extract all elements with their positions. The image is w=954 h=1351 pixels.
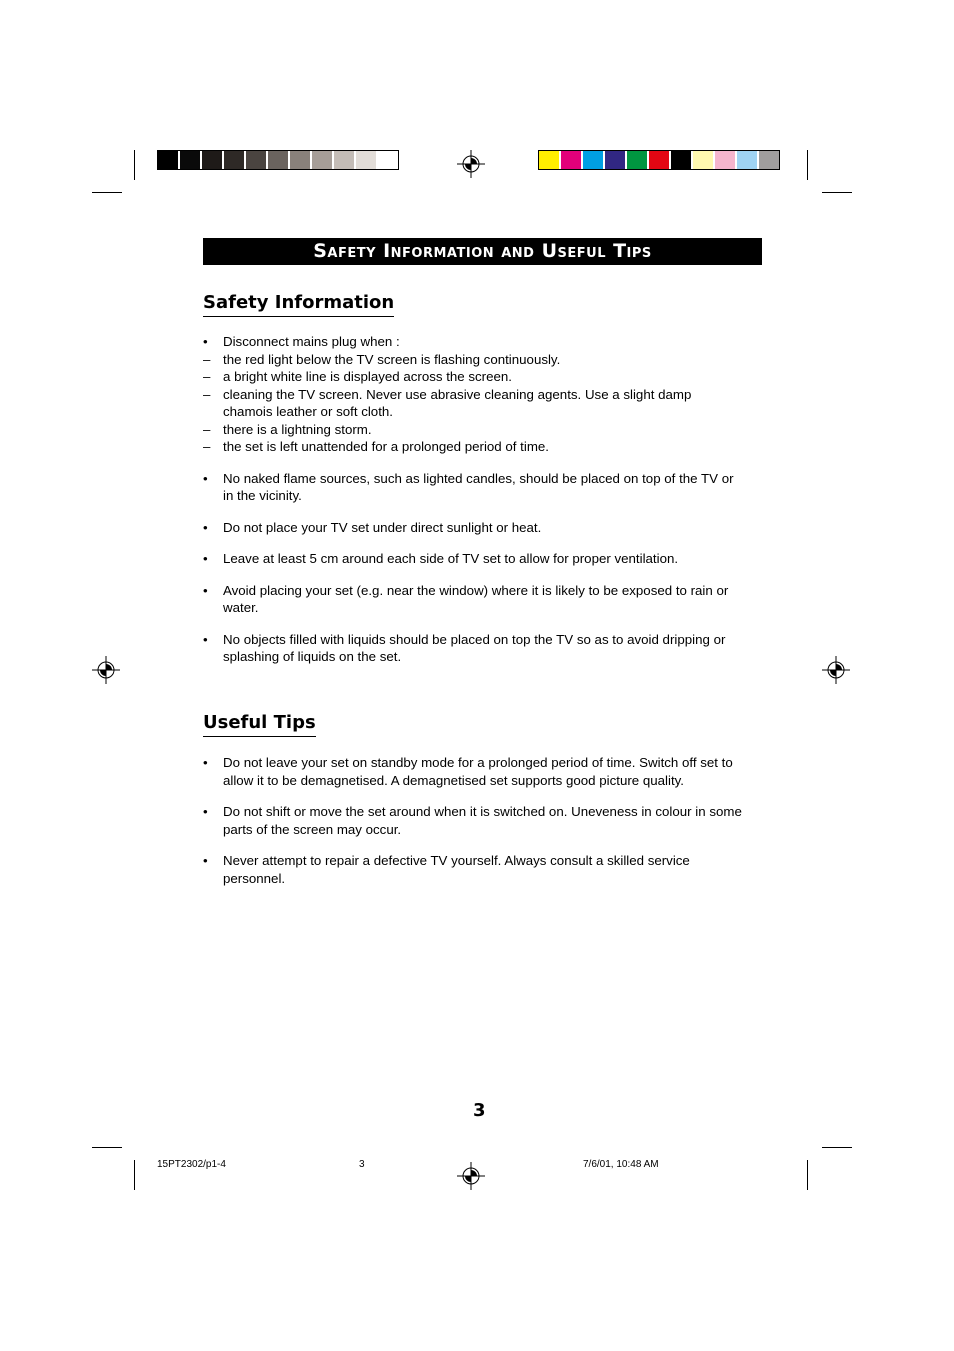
list-item <box>203 803 743 838</box>
crop-mark <box>807 150 808 180</box>
safety-list <box>203 333 743 666</box>
color-swatch <box>158 151 180 169</box>
sub-list-item <box>203 368 743 386</box>
registration-mark-icon <box>822 656 850 684</box>
sub-list-item <box>203 351 743 369</box>
footer-timestamp: 7/6/01, 10:48 AM <box>583 1159 659 1170</box>
bullet-mark: • <box>203 334 208 349</box>
list-item-text: No naked flame sources, such as lighted candles, should be placed on top of the TV or in the vicinity. <box>223 470 734 503</box>
sub-item-text: the set is left unattended for a prolonged period of time. <box>223 439 549 454</box>
dash-mark: – <box>203 369 211 384</box>
color-swatch <box>671 151 693 169</box>
crop-mark <box>134 1160 135 1190</box>
list-item-text: No objects filled with liquids should be placed on top the TV so as to avoid dripping or splashing of liquids on the set. <box>223 631 726 664</box>
list-item <box>203 519 743 537</box>
list-item-text: Leave at least 5 cm around each side of TV set to allow for proper ventilation. <box>223 551 679 566</box>
section-banner-title: Safety Information and Useful Tips <box>203 238 762 265</box>
bullet-mark: • <box>203 519 208 535</box>
color-swatch <box>334 151 356 169</box>
sub-item-text: there is a lightning storm. <box>223 421 372 437</box>
crop-mark <box>822 1147 852 1148</box>
dash-mark: – <box>203 386 211 402</box>
sub-item-text: a bright white line is displayed across the screen. <box>223 369 512 384</box>
page-number: 3 <box>473 1100 486 1121</box>
list-item-text: Disconnect mains plug when : <box>223 334 400 349</box>
color-swatch <box>202 151 224 169</box>
list-item <box>203 550 743 568</box>
color-swatch <box>378 151 398 169</box>
sub-item-text: cleaning the TV screen. Never use abrasive cleaning agents. Use a slight damp chamois leather or soft cloth. <box>223 386 692 419</box>
bullet-mark: • <box>203 631 208 647</box>
process-color-bar <box>538 150 780 170</box>
list-item <box>203 631 743 666</box>
color-swatch <box>539 151 561 169</box>
dash-mark: – <box>203 421 211 437</box>
list-item <box>203 333 743 351</box>
list-item <box>203 582 743 617</box>
sub-list-item <box>203 421 743 439</box>
sub-item-text: the red light below the TV screen is flashing continuously. <box>223 351 561 367</box>
bullet-mark: • <box>203 853 208 868</box>
color-swatch <box>356 151 378 169</box>
sub-list-item <box>203 386 743 421</box>
sub-list-item <box>203 438 743 456</box>
list-item-text: Do not shift or move the set around when it is switched on. Uneveness in colour in some parts of the screen may occur. <box>223 804 742 837</box>
color-swatch <box>312 151 334 169</box>
color-swatch <box>627 151 649 169</box>
registration-mark-icon <box>92 656 120 684</box>
color-swatch <box>561 151 583 169</box>
list-item-text: Avoid placing your set (e.g. near the window) where it is likely to be exposed to rain or water. <box>223 582 729 615</box>
crop-mark <box>134 150 135 180</box>
bullet-mark: • <box>203 755 208 770</box>
crop-mark <box>822 192 852 193</box>
color-swatch <box>180 151 202 169</box>
bullet-mark: • <box>203 582 208 598</box>
color-swatch <box>737 151 759 169</box>
footer-page: 3 <box>359 1159 365 1170</box>
color-swatch <box>290 151 312 169</box>
color-swatch <box>246 151 268 169</box>
dash-mark: – <box>203 439 211 454</box>
color-swatch <box>759 151 779 169</box>
color-swatch <box>649 151 671 169</box>
crop-mark <box>807 1160 808 1190</box>
color-swatch <box>583 151 605 169</box>
color-swatch <box>224 151 246 169</box>
color-swatch <box>268 151 290 169</box>
list-item-text: Never attempt to repair a defective TV yourself. Always consult a skilled service personnel. <box>223 853 690 886</box>
dash-mark: – <box>203 351 211 367</box>
color-swatch <box>715 151 737 169</box>
list-item-text: Do not leave your set on standby mode for a prolonged period of time. Switch off set to allow it to be demagnetised. A demagnetised set supports good picture quality. <box>223 755 733 788</box>
list-item <box>203 754 743 789</box>
crop-mark <box>92 192 122 193</box>
list-item <box>203 470 743 505</box>
grayscale-color-bar <box>157 150 399 170</box>
crop-mark <box>92 1147 122 1148</box>
footer-file-name: 15PT2302/p1-4 <box>157 1159 226 1170</box>
registration-mark-icon <box>457 1162 485 1190</box>
registration-mark-icon <box>457 150 485 178</box>
safety-information-heading: Safety Information <box>203 291 394 317</box>
color-swatch <box>693 151 715 169</box>
list-item <box>203 852 743 887</box>
color-swatch <box>605 151 627 169</box>
bullet-mark: • <box>203 470 208 486</box>
list-item-text: Do not place your TV set under direct sunlight or heat. <box>223 519 542 535</box>
tips-list <box>203 754 743 887</box>
bullet-mark: • <box>203 804 208 819</box>
bullet-mark: • <box>203 551 208 566</box>
useful-tips-heading: Useful Tips <box>203 711 316 737</box>
